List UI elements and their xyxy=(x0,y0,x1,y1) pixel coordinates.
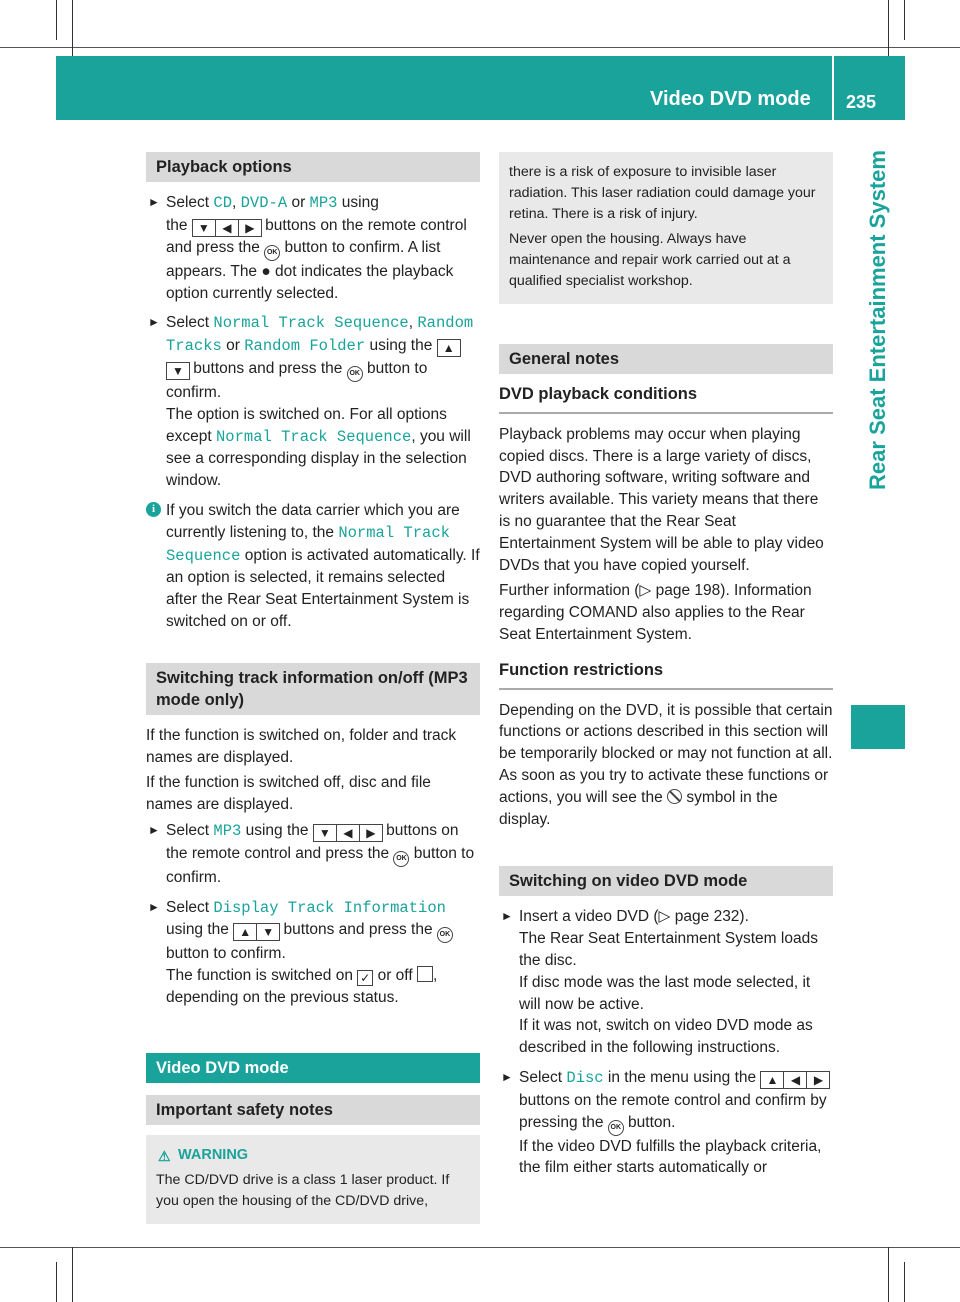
instruction-step: ► Select MP3 using the ▼ ◀ ▶ buttons on the remote control and press the OK button to confirm. xyxy=(148,821,475,886)
menu-option: CD xyxy=(213,194,232,212)
ok-button-icon: OK xyxy=(347,366,363,382)
prohibited-icon xyxy=(667,789,682,804)
page-title: Video DVD mode xyxy=(650,88,811,110)
left-button-icon: ◀ xyxy=(215,219,239,237)
checkbox-unchecked-icon xyxy=(417,966,433,982)
ok-button-icon: OK xyxy=(437,927,453,943)
warning-box-continued xyxy=(499,152,833,304)
left-button-icon: ◀ xyxy=(336,824,360,842)
ok-button-icon: OK xyxy=(608,1120,624,1136)
crop-mark xyxy=(56,0,57,40)
section-heading: Switching on video DVD mode xyxy=(499,866,833,896)
down-button-icon: ▼ xyxy=(192,219,216,237)
side-tab-marker xyxy=(851,705,905,749)
step-arrow-icon: ► xyxy=(148,315,160,330)
warning-title: ⚠ WARNING xyxy=(156,1145,470,1166)
step-arrow-icon: ► xyxy=(148,822,160,837)
step-arrow-icon: ► xyxy=(148,899,160,914)
crop-mark xyxy=(56,1262,57,1302)
instruction-step: ► Select Display Track Information using the ▲ ▼ buttons and press the OK button to confirm. The function is switched on ✓ or off , depending on the previous status. xyxy=(146,897,480,1009)
subsection-heading: DVD playback conditions xyxy=(499,384,833,414)
instruction-step: ► Insert a video DVD (▷ page 232). The Rear Seat Entertainment System loads the disc. If disc mode was the last mode selected, it will now be active. If it was not, switch on video DVD mode as described in the following instructions. xyxy=(501,908,818,1057)
instruction-step: ► Select CD, DVD-A or MP3 using the ▼ ◀ ▶ buttons on the remote control and press the OK button to confirm. A list appears. The ● dot indicates the playback option currently selected. xyxy=(148,194,467,302)
header-divider xyxy=(832,56,834,120)
crop-mark xyxy=(904,1262,905,1302)
up-button-icon: ▲ xyxy=(437,339,461,357)
step-arrow-icon: ► xyxy=(501,909,513,924)
down-button-icon: ▼ xyxy=(256,923,280,941)
paragraph: Playback problems may occur when playing copied discs. There is a large variety of discs, DVD authoring software, writing software and writers available. This variety means that there is no guarantee that the Rear Seat Entertainment System will be able to play video DVDs that you have copied yourself. xyxy=(499,425,824,574)
warning-box xyxy=(146,1135,480,1224)
paragraph: If the function is switched off, disc and file names are displayed. xyxy=(146,774,431,814)
paragraph: Further information (▷ page 198). Information regarding COMAND also applies to the Rear Seat Entertainment System. xyxy=(499,582,812,643)
menu-option: Normal Track Sequence xyxy=(215,427,412,446)
crop-mark xyxy=(0,47,960,48)
up-button-icon: ▲ xyxy=(233,923,257,941)
checkbox-checked-icon: ✓ xyxy=(357,970,373,986)
step-arrow-icon: ► xyxy=(148,195,160,209)
menu-option: Display Track Information xyxy=(213,898,446,917)
instruction-step: ► Select Disc in the menu using the ▲ ◀ ▶ buttons on the remote control and confirm by pressing the OK button. If the video DVD fulfills the playback criteria, the film either starts automatically or xyxy=(499,1067,833,1179)
instruction-step: ► Select Normal Track Sequence, Random Tracks or Random Folder using the ▲▼ buttons and press the OK button to confirm. The option is switched on. For all options except Normal Track Sequence, you will see a corresponding display in the selection window. xyxy=(148,314,474,490)
menu-option: Disc xyxy=(566,1068,604,1087)
info-icon: i xyxy=(146,502,161,517)
menu-option: Normal Track Sequence xyxy=(213,314,409,333)
right-column xyxy=(499,152,833,1187)
crop-mark xyxy=(904,0,905,40)
subsection-heading: Function restrictions xyxy=(499,660,833,690)
section-heading: Switching track information on/off (MP3 mode only) xyxy=(146,663,480,715)
paragraph: If the function is switched on, folder and track names are displayed. xyxy=(146,726,457,766)
info-note: i If you switch the data carrier which you are currently listening to, the Normal Track Sequence option is activated automatically. If an option is selected, it remains selected after the Rear Seat Entertainment System is switched on or off. xyxy=(146,500,480,633)
left-button-icon: ◀ xyxy=(783,1071,807,1089)
down-button-icon: ▼ xyxy=(313,824,337,842)
warning-text: there is a risk of exposure to invisible laser radiation. This laser radiation could damage your retina. There is a risk of injury. xyxy=(509,164,816,222)
warning-triangle-icon: ⚠ xyxy=(158,1147,171,1164)
crop-mark xyxy=(888,1247,889,1302)
crop-mark xyxy=(72,1247,73,1302)
warning-text: Never open the housing. Always have maintenance and repair work carried out at a qualified specialist workshop. xyxy=(509,231,791,289)
menu-option: MP3 xyxy=(309,194,338,212)
up-button-icon: ▲ xyxy=(760,1071,784,1089)
menu-option: Random Tracks xyxy=(166,314,474,356)
ok-button-icon: OK xyxy=(393,851,409,867)
down-button-icon: ▼ xyxy=(166,362,190,380)
section-heading: General notes xyxy=(499,344,833,374)
menu-option: Normal Track Sequence xyxy=(166,523,450,565)
right-button-icon: ▶ xyxy=(238,219,262,237)
paragraph: Depending on the DVD, it is possible that certain functions or actions described in this section will be temporarily blocked or may not function at all. As soon as you try to activate these functions or actions, you will see the symbol in the display. xyxy=(499,701,833,828)
crop-mark xyxy=(888,0,889,56)
menu-option: DVD-A xyxy=(240,194,288,212)
section-heading: Playback options xyxy=(146,152,480,182)
warning-text: The CD/DVD drive is a class 1 laser product. If you open the housing of the CD/DVD drive, xyxy=(156,1171,450,1209)
crop-mark xyxy=(0,1247,960,1248)
page-number: 235 xyxy=(846,92,877,112)
ok-button-icon: OK xyxy=(264,245,280,261)
chapter-heading: Video DVD mode xyxy=(146,1053,480,1083)
left-column xyxy=(146,152,480,1224)
right-button-icon: ▶ xyxy=(359,824,383,842)
crop-mark xyxy=(72,0,73,56)
menu-option: MP3 xyxy=(213,821,242,840)
right-button-icon: ▶ xyxy=(806,1071,830,1089)
section-heading: Important safety notes xyxy=(146,1095,480,1125)
menu-option: Random Folder xyxy=(244,337,366,356)
step-arrow-icon: ► xyxy=(501,1069,513,1084)
